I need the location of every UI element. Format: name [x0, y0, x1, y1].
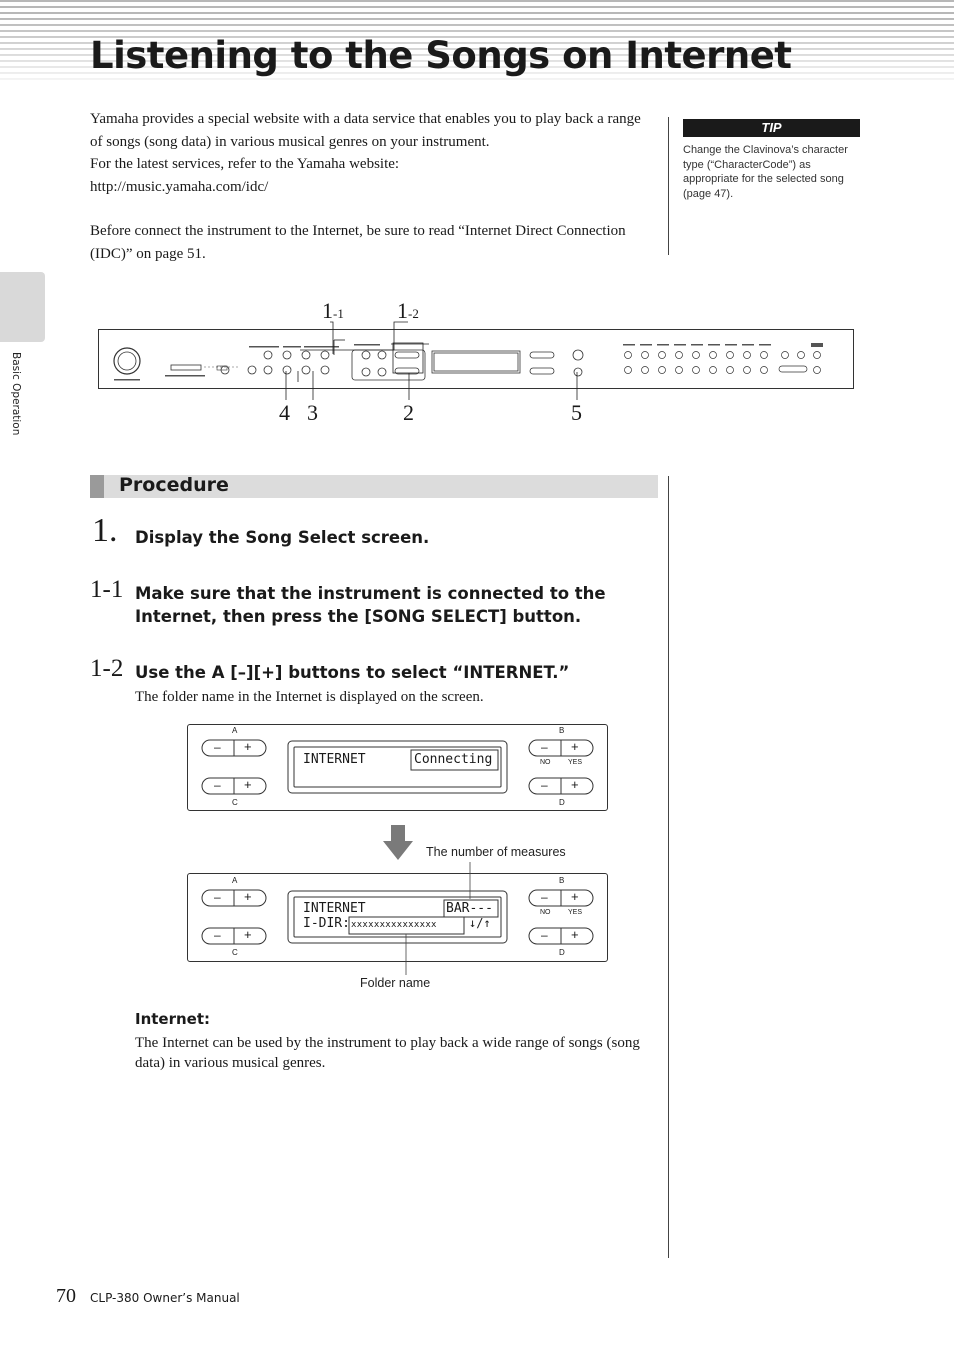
procedure-heading: Procedure — [119, 474, 229, 496]
lcd2-c-minus-button[interactable]: – — [214, 928, 221, 942]
annotation-folder-name: Folder name — [360, 976, 431, 990]
step-1-title: Display the Song Select screen. — [135, 528, 430, 547]
lcd2-d-minus-button[interactable]: – — [541, 928, 548, 942]
lcd2-label-b: B — [559, 876, 565, 885]
lcd2-label-c: C — [232, 948, 238, 957]
step-1-2-body: The folder name in the Internet is displayed on the screen. — [135, 689, 484, 705]
internet-note-text: The Internet can be used by the instrument to play back a wide range of songs (song data) in various musical genres. — [135, 1035, 640, 1071]
step-1-1-title: Make sure that the instrument is connected to the Internet, then press the [SONG SELECT] button. — [135, 584, 606, 626]
lcd2-folder: xxxxxxxxxxxxxxx — [351, 920, 437, 930]
lcd2-label-d: D — [559, 948, 565, 957]
step-1-2-title: Use the A [–][+] buttons to select “INTERNET.” — [135, 663, 570, 682]
callout-5: 5 — [571, 400, 582, 425]
lcd2-c-plus-button[interactable]: + — [244, 927, 252, 942]
intro-url: http://music.yamaha.com/idc/ — [90, 178, 269, 195]
callout-3: 3 — [307, 400, 318, 425]
section-tab-label: Basic Operation — [10, 352, 22, 436]
lcd2-b-minus-button[interactable]: – — [541, 890, 548, 904]
step-1-2-number: 1-2 — [90, 655, 124, 682]
callout-2: 2 — [403, 400, 414, 425]
lcd1-c-plus-button[interactable]: + — [244, 777, 252, 792]
intro-paragraph-1: Yamaha provides a special website with a data service that enables you to play back a range of songs (song data) in various musical genres on your instrument. — [90, 111, 641, 150]
tip-label: TIP — [683, 119, 860, 137]
lcd1-d-minus-button[interactable]: – — [541, 778, 548, 792]
callout-1-1: 1-1 — [322, 298, 344, 323]
lcd1-line1: INTERNET — [303, 752, 366, 767]
step-1-1-number: 1-1 — [90, 576, 124, 603]
lcd2-a-plus-button[interactable]: + — [244, 889, 252, 904]
lcd2-no-label: NO — [540, 909, 551, 916]
lcd2-line1: INTERNET — [303, 901, 366, 916]
lcd1-no-label: NO — [540, 759, 551, 766]
lcd1-a-plus-button[interactable]: + — [244, 739, 252, 754]
callout-4: 4 — [279, 400, 290, 425]
lcd1-d-plus-button[interactable]: + — [571, 777, 579, 792]
page-number: 70 — [56, 1285, 76, 1307]
lcd1-c-minus-button[interactable]: – — [214, 778, 221, 792]
lcd2-d-plus-button[interactable]: + — [571, 927, 579, 942]
lcd2-b-plus-button[interactable]: + — [571, 889, 579, 904]
lcd1-label-b: B — [559, 726, 565, 735]
lcd2-arrows: ↓/↑ — [469, 916, 491, 930]
lcd1-yes-label: YES — [568, 759, 583, 766]
lcd2-yes-label: YES — [568, 909, 583, 916]
lcd1-a-minus-button[interactable]: – — [214, 740, 221, 754]
lcd2-label-a: A — [232, 876, 238, 885]
intro-paragraph-3: Before connect the instrument to the Internet, be sure to read “Internet Direct Connection (IDC)” on page 51. — [90, 223, 626, 262]
tip-text: Change the Clavinova’s character type (“CharacterCode”) as appropriate for the selected song (page 47). — [683, 144, 848, 200]
lcd2-bar: BAR--- — [446, 901, 493, 916]
annotation-measures: The number of measures — [426, 845, 566, 859]
page-title: Listening to the Songs on Internet — [90, 34, 792, 77]
internet-note-heading: Internet: — [135, 1010, 211, 1028]
intro-paragraph-2: For the latest services, refer to the Yamaha website: — [90, 156, 400, 172]
lcd1-status: Connecting — [414, 752, 493, 767]
lcd1-b-minus-button[interactable]: – — [541, 740, 548, 754]
lcd1-label-d: D — [559, 798, 565, 807]
lcd2-a-minus-button[interactable]: – — [214, 890, 221, 904]
lcd1-label-c: C — [232, 798, 238, 807]
lcd1-b-plus-button[interactable]: + — [571, 739, 579, 754]
lcd1-label-a: A — [232, 726, 238, 735]
callout-1-2: 1-2 — [397, 298, 419, 323]
lcd2-line2-prefix: I-DIR: — [303, 916, 350, 931]
manual-name: CLP-380 Owner’s Manual — [90, 1291, 240, 1305]
step-1-number: 1. — [92, 512, 118, 549]
